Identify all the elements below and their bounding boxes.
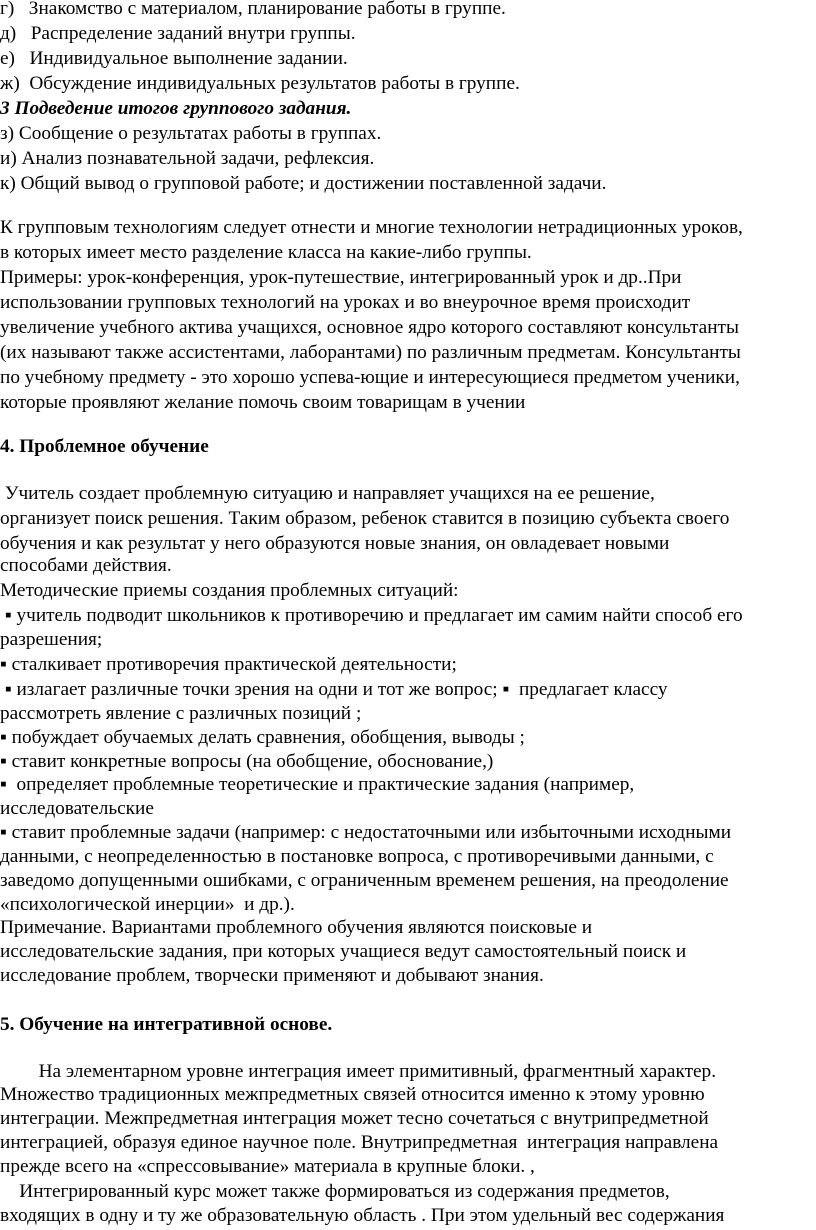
text-line: исследование проблем, творчески применяют и добывают знания. (0, 965, 544, 986)
text-line: которые проявляют желание помочь своим товарищам в учении (0, 392, 526, 413)
text-line: Учитель создает проблемную ситуацию и направляет учащихся на ее решение, (0, 483, 655, 504)
text-line: исследовательские задания, при которых учащиеся ведут самостоятельный поиск и (0, 941, 687, 962)
text-line: На элементарном уровне интеграция имеет примитивный, фрагментный характер. (0, 1061, 717, 1082)
text-line: К групповым технологиям следует отнести и многие технологии нетрадиционных уроков, (0, 217, 743, 238)
text-line: д) Распределение заданий внутри группы. (0, 23, 356, 44)
text-line: использовании групповых технологий на уроках и во внеурочное время происходит (0, 292, 691, 313)
text-line: данными, с неопределенностью в постановке вопроса, с противоречивыми данными, с (0, 846, 714, 867)
section-heading: 3 Подведение итогов группового задания. (0, 98, 352, 119)
text-line: з) Сообщение о результатах работы в группах. (0, 123, 382, 144)
text-line: Примечание. Вариантами проблемного обучения являются поисковые и (0, 917, 593, 938)
text-line: Примеры: урок-конференция, урок-путешествие, интегрированный урок и др..При (0, 267, 682, 288)
text-line: интеграцией, образуя единое научное поле. Внутрипредметная интеграция направлена (0, 1132, 719, 1153)
text-line: ▪ ставит конкретные вопросы (на обобщение, обоснование,) (0, 751, 494, 772)
text-line: Множество традиционных межпредметных связей относится именно к этому уровню (0, 1084, 705, 1105)
text-line: е) Индивидуальное выполнение задании. (0, 48, 348, 69)
text-line: способами действия. (0, 555, 172, 576)
text-line: заведомо допущенными ошибками, с ограниченным временем решения, на преодоление (0, 870, 729, 891)
text-line: (их называют также ассистентами, лаборантами) по различным предметам. Консультанты (0, 342, 741, 363)
text-line: к) Общий вывод о групповой работе; и достижении поставленной задачи. (0, 173, 607, 194)
text-line: обучения и как результат у него образуются новые знания, он овладевает новыми (0, 533, 670, 554)
text-line: ▪ ставит проблемные задачи (например: с недостаточными или избыточными исходными (0, 822, 732, 843)
section-heading: 5. Обучение на интегративной основе. (0, 1014, 333, 1035)
text-line: рассмотреть явление с различных позиций ; (0, 703, 362, 724)
text-line: и) Анализ познавательной задачи, рефлексия. (0, 148, 375, 169)
text-line: «психологической инерции» и др.). (0, 894, 295, 915)
text-line: ▪ побуждает обучаемых делать сравнения, обобщения, выводы ; (0, 727, 525, 748)
text-line: входящих в одну и ту же образовательную область . При этом удельный вес содержания (0, 1205, 725, 1226)
text-line: ▪ сталкивает противоречия практической деятельности; (0, 654, 457, 675)
text-line: Методические приемы создания проблемных ситуаций: (0, 580, 459, 601)
text-line: разрешения; (0, 629, 103, 650)
text-line: г) Знакомство с материалом, планирование работы в группе. (0, 0, 506, 19)
text-line: по учебному предмету - это хорошо успева-ющие и интересующиеся предметом ученики, (0, 367, 740, 388)
text-line: ж) Обсуждение индивидуальных результатов работы в группе. (0, 73, 520, 94)
text-line: организует поиск решения. Таким образом, ребенок ставится в позицию субъекта своего (0, 508, 730, 529)
section-heading: 4. Проблемное обучение (0, 436, 209, 457)
text-line: интеграции. Межпредметная интеграция может тесно сочетаться с внутрипредметной (0, 1108, 709, 1129)
text-line: ▪ учитель подводит школьников к противоречию и предлагает им самим найти способ его (0, 605, 743, 626)
text-line: ▪ определяет проблемные теоретические и практические задания (например, (0, 774, 635, 795)
text-line: исследовательские (0, 798, 154, 819)
text-line: ▪ излагает различные точки зрения на одни и тот же вопрос; ▪ предлагает классу (0, 679, 668, 700)
text-line: увеличение учебного актива учащихся, основное ядро которого составляют консультанты (0, 317, 739, 338)
text-line: в которых имеет место разделение класса на какие-либо группы. (0, 242, 532, 263)
text-line: прежде всего на «спрессовывание» материала в крупные блоки. , (0, 1156, 535, 1177)
text-line: Интегрированный курс может также формироваться из содержания предметов, (0, 1181, 670, 1202)
